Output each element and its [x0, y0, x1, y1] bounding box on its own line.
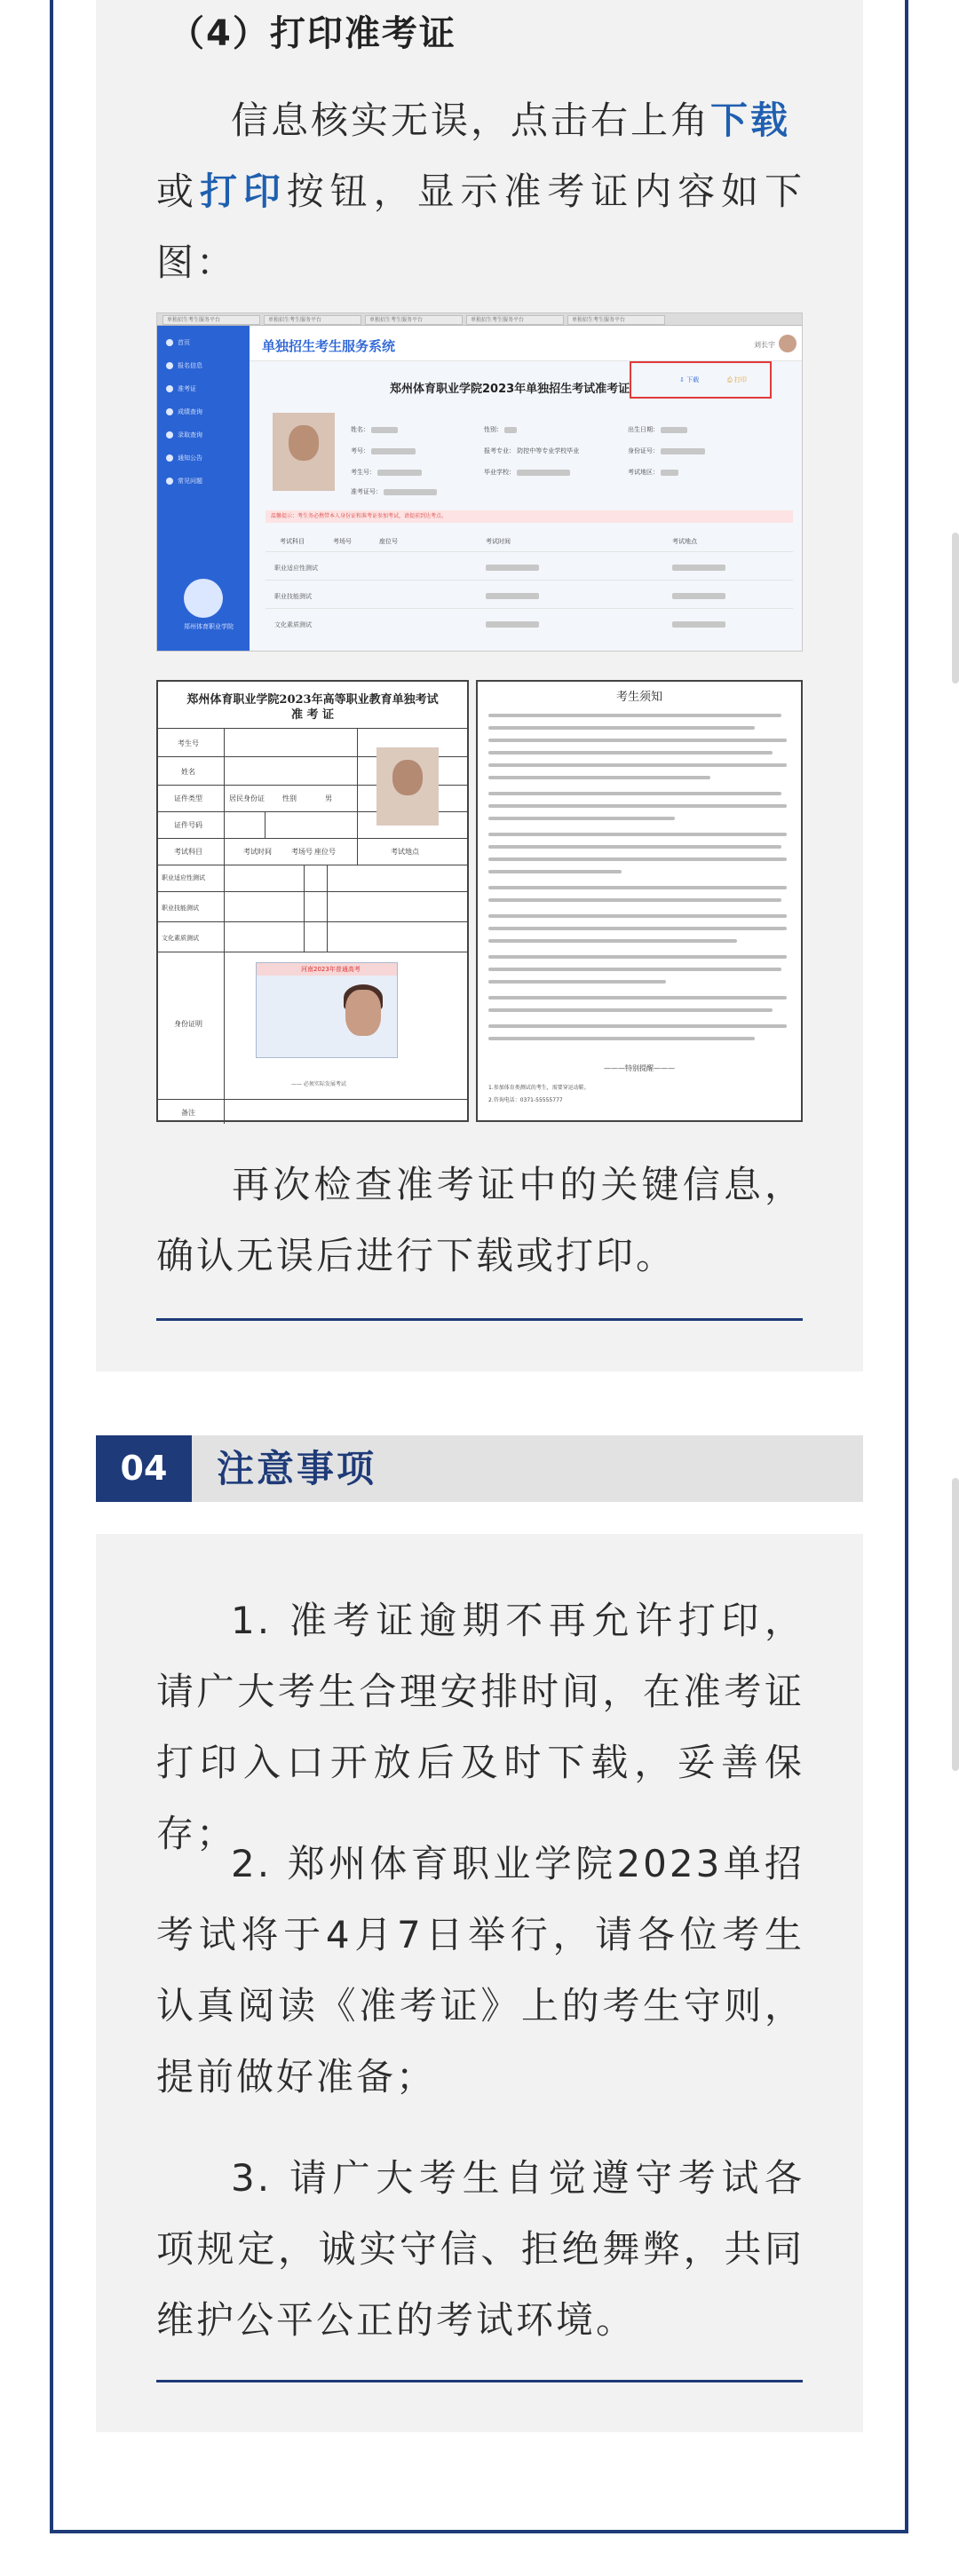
table-header: 考试科目 — [280, 538, 305, 545]
ticket-exam-header: 座位号 — [314, 848, 336, 856]
divider-rule-2 — [156, 2380, 803, 2382]
ticket-gender-value: 男 — [325, 794, 332, 802]
download-button[interactable]: ⇩ 下载 — [679, 376, 700, 383]
note-item-3: 3. 请广大考生自觉遵守考试各项规定，诚实守信、拒绝舞弊，共同维护公平公正的考试环境。 — [156, 2156, 804, 2342]
note-item-2: 2. 郑州体育职业学院2023单招考试将于4月7日举行，请各位考生认真阅读《准考证》上的考生守则，提前做好准备； — [156, 1842, 804, 2098]
table-header: 考试时间 — [486, 538, 511, 545]
bell-icon — [166, 454, 173, 462]
download-keyword: 下载 — [710, 99, 791, 142]
ticket-exam-header: 考试时间 — [243, 848, 272, 856]
field-birth: 出生日期： — [628, 425, 687, 434]
browser-tab[interactable]: 单独招生考生服务平台 — [264, 315, 361, 325]
browser-tab[interactable]: 单独招生考生服务平台 — [466, 315, 564, 325]
ticket-subject: 职业适应性测试 — [162, 874, 205, 881]
browser-tabbar — [157, 313, 802, 326]
instruction-text-b: 或 — [156, 170, 200, 213]
avatar[interactable] — [779, 335, 797, 352]
browser-tab[interactable]: 单独招生考生服务平台 — [162, 315, 260, 325]
table-header: 考试地点 — [672, 538, 697, 545]
nav-item-registration[interactable]: 报名信息 — [166, 361, 202, 370]
ticket-exam-header: 考场号 — [291, 848, 313, 856]
ticket-title: 郑州体育职业学院2023年高等职业教育单独考试 准 考 证 — [186, 693, 439, 722]
ticket-exam-header: 考试科目 — [174, 848, 202, 856]
field-exam-id: 考号： — [351, 446, 416, 455]
nav-item-admission[interactable]: 录取查询 — [166, 431, 202, 439]
table-row-blur — [672, 564, 725, 571]
notice-contact-line: 1.参加体育类测试的考生，需要穿运动鞋。 — [488, 1085, 590, 1091]
table-header: 座位号 — [379, 538, 398, 545]
exam-notice-image — [476, 680, 803, 1122]
frame-left-border — [50, 0, 53, 2533]
nav-item-score[interactable]: 成绩查询 — [166, 407, 202, 416]
ticket-label: 证件号码 — [174, 821, 202, 829]
scrollbar-thumb[interactable] — [952, 533, 959, 684]
scrollbar-thumb-2[interactable] — [952, 1478, 959, 1771]
table-row-blur — [486, 564, 539, 571]
field-ticket-no: 准考证号： — [351, 487, 437, 496]
system-title: 单独招生考生服务系统 — [262, 338, 396, 354]
notice-special-reminder: ———特别提醒——— — [604, 1064, 675, 1072]
ticket-label: 姓名 — [181, 768, 195, 776]
field-gender: 性别： — [484, 425, 517, 434]
score-icon — [166, 408, 173, 415]
frame-right-border — [905, 0, 908, 2533]
field-region: 考试地区： — [628, 468, 678, 477]
system-screenshot — [156, 312, 803, 652]
nav-item-notice[interactable]: 通知公告 — [166, 454, 202, 462]
field-id-number: 身份证号： — [628, 446, 705, 455]
admission-ticket-image — [156, 680, 469, 1122]
sidebar — [157, 326, 250, 652]
divider-rule — [156, 1318, 803, 1321]
instruction-text-a: 信息核实无误，点击右上角 — [231, 99, 711, 142]
ticket-label: 证件类型 — [174, 794, 202, 802]
nav-item-ticket[interactable]: 准考证 — [166, 384, 196, 393]
table-row-blur — [672, 592, 725, 599]
table-row-blur — [672, 620, 725, 628]
field-exam-no: 考生号： — [351, 468, 422, 477]
action-buttons-highlight — [630, 361, 772, 399]
nav-item-faq[interactable]: 常见问题 — [166, 477, 202, 486]
step4-check-paragraph: 再次检查准考证中的关键信息，确认无误后进行下载或打印。 — [156, 1163, 804, 1277]
table-row-blur — [486, 620, 539, 628]
step4-title: （4）打印准考证 — [169, 13, 456, 54]
notice-contact-line: 2.咨询电话：0371-55555777 — [488, 1097, 563, 1103]
home-icon — [166, 339, 173, 346]
notice-title: 考生须知 — [615, 691, 662, 704]
ticket-id-type: 居民身份证 — [229, 794, 265, 802]
table-header: 考场号 — [333, 538, 352, 545]
table-row-subject: 职业适应性测试 — [274, 565, 318, 572]
print-button[interactable]: ⎙ 打印 — [727, 376, 747, 383]
ticket-label: 考生号 — [178, 739, 199, 747]
field-name: 姓名： — [351, 425, 398, 434]
candidate-photo — [273, 413, 335, 491]
field-school: 毕业学校： — [484, 468, 570, 477]
school-logo-icon — [184, 579, 223, 618]
admission-icon — [166, 431, 173, 439]
field-major: 报考专业： 防控中等专业学校毕业 — [484, 447, 580, 454]
table-row-subject: 文化素质测试 — [274, 621, 312, 628]
table-row-blur — [486, 592, 539, 599]
ticket-photo — [376, 747, 439, 826]
instruction-text-c: 按钮，显示准考证内容如下图： — [156, 170, 804, 284]
table-row-subject: 职业技能测试 — [274, 593, 312, 600]
id-card-image: 河南2023年普通高考 — [256, 962, 398, 1058]
ticket-footer: —— 必须实际发展考试 — [291, 1081, 346, 1087]
ticket-subject: 文化素质测试 — [162, 935, 199, 942]
form-icon — [166, 362, 173, 369]
print-keyword: 打印 — [199, 170, 287, 213]
note-item-1: 1. 准考证逾期不再允许打印，请广大考生合理安排时间，在准考证打印入口开放后及时下载，妥善保存； — [156, 1599, 804, 1855]
warning-banner: 温馨提示：考生务必携带本人身份证和准考证参加考试，请提前到达考点。 — [266, 510, 793, 523]
section-number: 04 — [96, 1435, 192, 1502]
section-04-header — [96, 1435, 863, 1502]
step4-instruction — [156, 85, 804, 298]
ticket-remark-label: 备注 — [181, 1109, 195, 1117]
user-name[interactable]: 刘长宇 — [754, 341, 775, 349]
browser-tab[interactable]: 单独招生考生服务平台 — [365, 315, 463, 325]
system-header — [250, 326, 802, 361]
question-icon — [166, 478, 173, 485]
nav-item-home[interactable]: 首页 — [166, 338, 190, 347]
ticket-exam-header: 考试地点 — [391, 848, 419, 856]
ticket-icon — [166, 385, 173, 392]
section-title: 注意事项 — [217, 1447, 377, 1490]
ticket-subject: 职业技能测试 — [162, 905, 199, 912]
browser-tab[interactable]: 单独招生考生服务平台 — [567, 315, 665, 325]
ticket-id-proof-label: 身份证明 — [174, 1020, 202, 1028]
ticket-gender-label: 性别 — [282, 794, 297, 802]
school-logo-label: 郑州体育职业学院 — [184, 623, 234, 630]
ticket-panel-title: 郑州体育职业学院2023年单独招生考试准考证 — [390, 383, 630, 396]
frame-bottom-border — [50, 2530, 908, 2533]
